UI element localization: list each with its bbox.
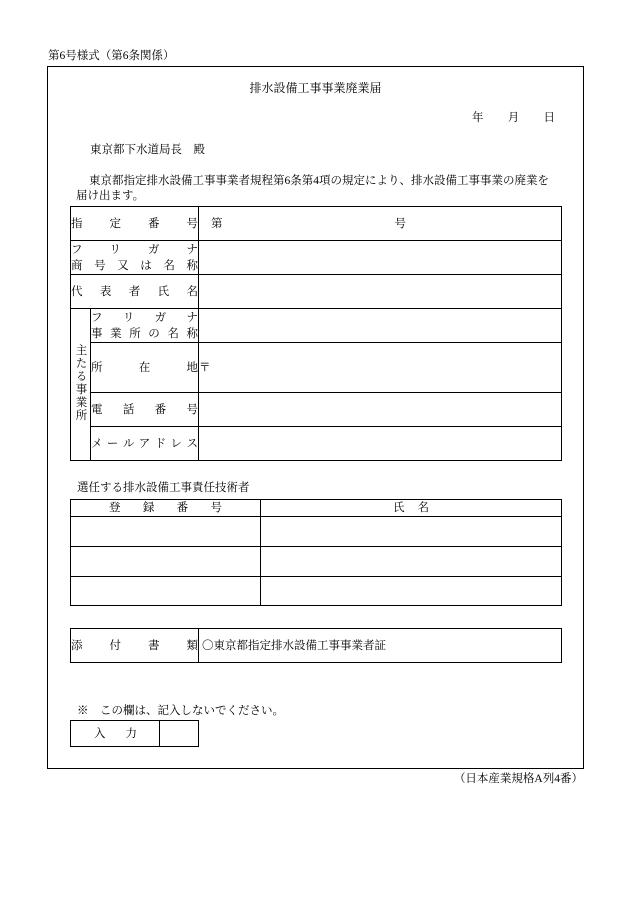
- addressee: 東京都下水道局長 殿: [90, 144, 205, 156]
- attachments-label-char: 書: [148, 639, 160, 652]
- technician-row: [71, 547, 562, 577]
- office-email-label: [91, 437, 198, 451]
- trade-name-furigana-label-char: リ: [109, 243, 121, 256]
- trade-name-value-cell: [199, 241, 562, 275]
- date-month-label: 月: [507, 112, 520, 124]
- attachments-label-cell: [71, 629, 199, 663]
- designation-number-label-char: 番: [148, 217, 160, 230]
- trade-name-label-char: 称: [186, 259, 198, 272]
- form-number: 第6号様式（第6条関係）: [48, 50, 175, 62]
- registration-number-header-char: 登: [109, 502, 121, 514]
- technician-name-cell: [261, 517, 562, 547]
- designation-number-label-char: 指: [71, 217, 83, 230]
- input-check-cell: [160, 721, 199, 747]
- registration-number-header: [109, 501, 222, 515]
- row-office-email: [71, 427, 562, 461]
- main-office-group-label: 主たる事業所: [74, 343, 87, 422]
- attachments-label-char: 添: [71, 639, 83, 652]
- office-use-table: [70, 720, 199, 747]
- row-office-phone: [71, 393, 562, 427]
- designation-number-value-cell: [199, 207, 562, 241]
- row-office-address: [71, 343, 562, 393]
- designation-number-label-char: 定: [109, 217, 121, 230]
- representative-value-cell: [199, 275, 562, 309]
- office-name-label-char: の: [148, 327, 160, 340]
- representative-label: [71, 285, 198, 299]
- office-email-label-char: メ: [91, 437, 103, 450]
- attachments-item: 〇東京都指定排水設備工事事業者証: [202, 639, 386, 652]
- designation-number-prefix: 第: [211, 217, 223, 230]
- office-address-label: [91, 361, 198, 375]
- representative-label-char: 者: [128, 285, 141, 298]
- office-address-value-cell: [199, 343, 562, 393]
- technician-row: [71, 577, 562, 606]
- designation-number-label-char: 号: [186, 217, 198, 230]
- office-email-label-char: レ: [170, 437, 183, 450]
- office-phone-label-cell: [91, 393, 199, 427]
- technicians-heading: 選任する排水設備工事責任技術者: [77, 482, 250, 494]
- trade-name-label-char: 又: [117, 259, 129, 272]
- registration-number-header-char: 号: [210, 502, 222, 514]
- trade-name-furigana-label: [71, 242, 198, 258]
- input-label-char: 力: [125, 727, 137, 740]
- designation-number-label: [71, 217, 198, 231]
- office-phone-label-char: 番: [154, 403, 167, 416]
- office-use-note: ※ この欄は、記入しないでください。: [77, 705, 284, 717]
- office-email-label-char: ド: [154, 437, 167, 450]
- technicians-header-row: [71, 500, 562, 517]
- designation-number-value: [211, 217, 406, 231]
- representative-label-char: 代: [71, 285, 83, 298]
- office-phone-label: [91, 403, 198, 417]
- attachments-item-cell: [199, 629, 562, 663]
- office-name-label-cell: [91, 309, 199, 343]
- representative-label-char: 名: [186, 285, 198, 298]
- office-address-label-char: 在: [138, 361, 151, 374]
- main-office-group-cell: [71, 309, 91, 461]
- office-email-label-char: ア: [138, 437, 151, 450]
- technician-registration-number-cell: [71, 547, 261, 577]
- office-name-label-char: 所: [129, 327, 141, 340]
- trade-name-label-char: 名: [163, 259, 175, 272]
- office-name-label-char: 称: [186, 327, 198, 340]
- date-line: [472, 111, 555, 125]
- attachments-label-char: 付: [109, 639, 121, 652]
- office-email-label-char: ル: [122, 437, 135, 450]
- technician-name-cell: [261, 547, 562, 577]
- office-name-furigana-label-char: リ: [122, 311, 135, 324]
- input-label-cell: [71, 721, 160, 747]
- name-header-cell: [261, 500, 562, 517]
- office-name-label-char: 事: [91, 327, 103, 340]
- office-address-label-char: 所: [91, 361, 103, 374]
- representative-label-char: 氏: [157, 285, 170, 298]
- trade-name-label-char: は: [140, 259, 152, 272]
- input-label: [94, 727, 137, 741]
- statement-line-1: 東京都指定排水設備工事事業者規程第6条第4項の規定により、排水設備工事事業の廃業を: [89, 175, 549, 187]
- office-name-value-cell: [199, 309, 562, 343]
- trade-name-label-char: 商: [71, 259, 83, 272]
- registration-number-header-cell: [71, 500, 261, 517]
- attachments-table: [70, 628, 562, 663]
- trade-name-furigana-label-char: フ: [71, 243, 83, 256]
- application-table: [70, 206, 562, 461]
- office-phone-label-char: 電: [91, 403, 103, 416]
- name-header-char: 氏: [393, 502, 405, 514]
- name-header: [393, 501, 429, 515]
- row-trade-name: [71, 241, 562, 275]
- attachments-label-char: 類: [186, 639, 198, 652]
- office-phone-label-char: 号: [186, 403, 198, 416]
- representative-label-char: 表: [99, 285, 112, 298]
- office-email-value-cell: [199, 427, 562, 461]
- office-address-label-char: 地: [186, 361, 198, 374]
- row-office-name: [71, 309, 562, 343]
- registration-number-header-char: 録: [142, 502, 155, 514]
- office-name-label-char: 業: [110, 327, 122, 340]
- technician-row: [71, 517, 562, 547]
- office-name-furigana-label-char: フ: [91, 311, 103, 324]
- office-phone-label-char: 話: [122, 403, 135, 416]
- office-email-label-cell: [91, 427, 199, 461]
- attachments-row: [71, 629, 562, 663]
- technician-registration-number-cell: [71, 577, 261, 606]
- technician-name-cell: [261, 577, 562, 606]
- office-use-row: [71, 721, 199, 747]
- input-label-char: 入: [94, 727, 106, 740]
- attachments-label: [71, 639, 198, 653]
- office-email-label-char: ス: [186, 437, 198, 450]
- designation-number-suffix: 号: [394, 217, 406, 230]
- registration-number-header-char: 番: [176, 502, 189, 514]
- statement-line-2: 届け出ます。: [76, 190, 145, 202]
- office-email-label-char: ー: [106, 437, 119, 450]
- trade-name-label-char: 号: [94, 259, 106, 272]
- office-phone-value-cell: [199, 393, 562, 427]
- office-name-furigana-label-char: ナ: [186, 311, 198, 324]
- trade-name-label-cell: [71, 241, 199, 275]
- technician-registration-number-cell: [71, 517, 261, 547]
- date-year-label: 年: [472, 112, 484, 124]
- office-address-label-cell: [91, 343, 199, 393]
- office-name-label: [91, 326, 198, 342]
- name-header-char: 名: [417, 502, 429, 514]
- row-designation-number: [71, 207, 562, 241]
- trade-name-furigana-label-char: ナ: [186, 243, 198, 256]
- office-name-label-char: 名: [167, 327, 179, 340]
- date-day-label: 日: [543, 112, 555, 124]
- paper-size-note: （日本産業規格A列4番）: [453, 773, 583, 785]
- office-name-furigana-label-char: ガ: [154, 311, 167, 324]
- designation-number-label-cell: [71, 207, 199, 241]
- row-representative: [71, 275, 562, 309]
- form-title: 排水設備工事事業廃業届: [249, 81, 382, 95]
- postal-mark: 〒: [199, 361, 211, 374]
- representative-label-cell: [71, 275, 199, 309]
- office-name-furigana-label: [91, 310, 198, 326]
- trade-name-label: [71, 258, 198, 274]
- technicians-table: [70, 499, 562, 606]
- trade-name-furigana-label-char: ガ: [148, 243, 160, 256]
